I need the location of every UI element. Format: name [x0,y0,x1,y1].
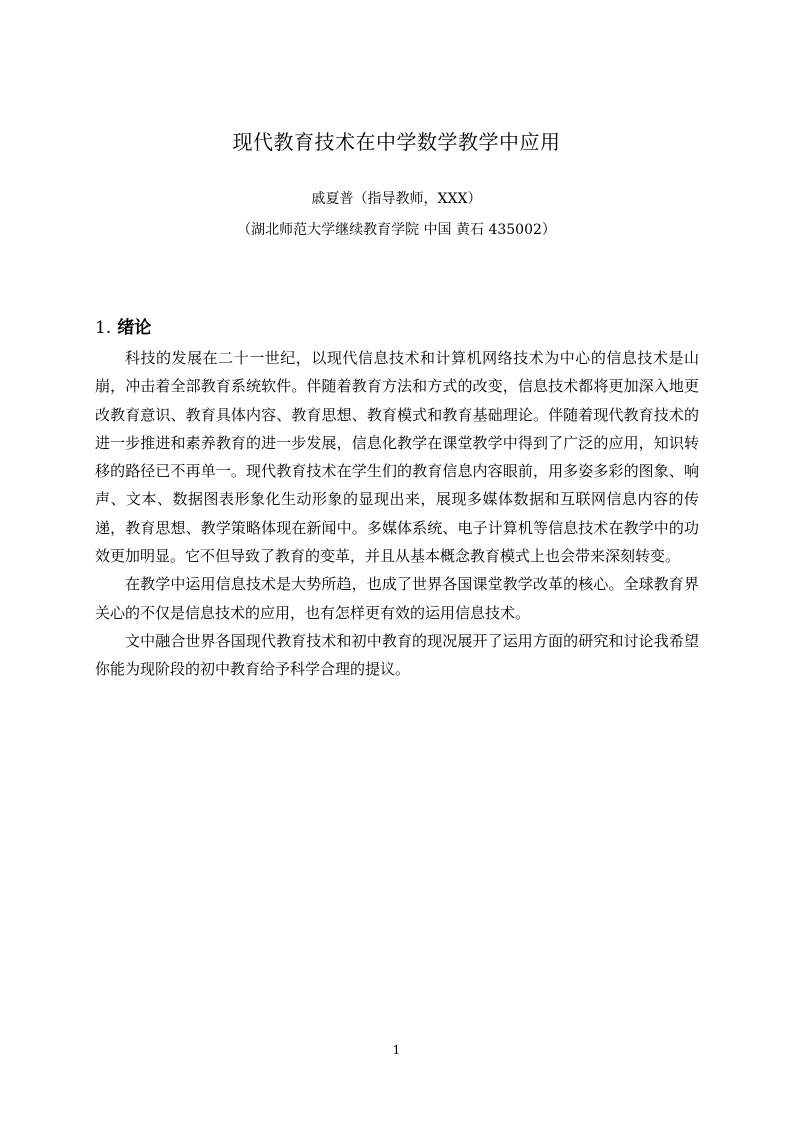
page-number: 1 [392,1043,401,1057]
section-title: 绪论 [117,318,152,338]
affiliation-line: （湖北师范大学继续教育学院 中国 黄石 435002） [237,222,556,238]
section-body [95,344,699,684]
paragraph-1: 科技的发展在二十一世纪，以现代信息技术和计算机网络技术为中心的信息技术是山崩，冲击着全部教育系统软件。伴随着教育方法和方式的改变，信息技术都将更加深入地更改教育意识、教育具体内容、教育思想、教育模式和教育基础理论。伴随着现代教育技术的进一步推进和素养教育的进一步发展，信息化教学在课堂教学中得到了广泛的应用，知识转移的路径已不再单一。现代教育技术在学生们的教育信息内容眼前，用多姿多彩的图象、响声、文本、数据图表形象化生动形象的显现出来，展现多媒体数据和互联网信息内容的传递，教育思想、教学策略体现在新闻中。多媒体系统、电子计算机等信息技术在教学中的功效更加明显。它不但导致了教育的变革，并且从基本概念教育模式上也会带来深刻转变。 [95,349,699,566]
section-heading [95,313,151,338]
paper-title: 现代教育技术在中学数学教学中应用 [232,130,561,154]
paragraph-3: 文中融合世界各国现代教育技术和初中教育的现况展开了运用方面的研究和讨论我希望你能为现阶段的初中教育给予科学合理的提议。 [95,631,699,679]
paragraph-2: 在教学中运用信息技术是大势所趋，也成了世界各国课堂教学改革的核心。全球教育界关心的不仅是信息技术的应用，也有怎样更有效的运用信息技术。 [95,575,699,622]
author-line: 戚夏普（指导教师，XXX） [311,191,482,207]
section-number: 1. [95,318,112,338]
